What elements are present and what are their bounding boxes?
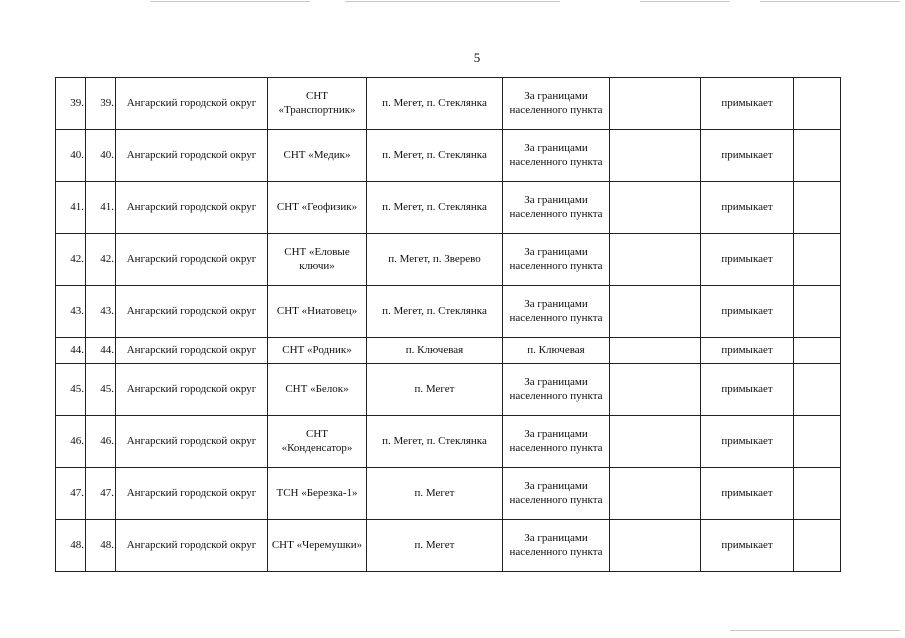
district-cell: Ангарский городской округ <box>116 520 268 572</box>
row-index-cell: 47. <box>56 468 86 520</box>
location-cell: За границами населенного пункта <box>503 468 610 520</box>
settlements-cell: п. Мегет <box>367 468 503 520</box>
location-cell: За границами населенного пункта <box>503 78 610 130</box>
relation-cell: примыкает <box>701 338 794 364</box>
location-cell: За границами населенного пункта <box>503 130 610 182</box>
district-cell: Ангарский городской округ <box>116 286 268 338</box>
row-index-cell: 48. <box>56 520 86 572</box>
relation-cell: примыкает <box>701 364 794 416</box>
relation-cell: примыкает <box>701 468 794 520</box>
organization-name-cell: ТСН «Березка-1» <box>268 468 367 520</box>
note-cell <box>794 130 841 182</box>
empty-cell <box>610 338 701 364</box>
relation-cell: примыкает <box>701 520 794 572</box>
note-cell <box>794 286 841 338</box>
item-number-cell: 41. <box>86 182 116 234</box>
table-row <box>56 130 841 182</box>
note-cell <box>794 78 841 130</box>
table-row <box>56 520 841 572</box>
table-row <box>56 182 841 234</box>
item-number-cell: 43. <box>86 286 116 338</box>
note-cell <box>794 468 841 520</box>
scan-edge-line <box>150 1 310 2</box>
relation-cell: примыкает <box>701 130 794 182</box>
district-cell: Ангарский городской округ <box>116 234 268 286</box>
settlements-cell: п. Мегет, п. Стеклянка <box>367 130 503 182</box>
location-cell: За границами населенного пункта <box>503 520 610 572</box>
organization-name-cell: СНТ «Белок» <box>268 364 367 416</box>
settlements-cell: п. Мегет <box>367 364 503 416</box>
item-number-cell: 44. <box>86 338 116 364</box>
location-cell: За границами населенного пункта <box>503 286 610 338</box>
location-cell: п. Ключевая <box>503 338 610 364</box>
district-cell: Ангарский городской округ <box>116 130 268 182</box>
register-table <box>55 77 841 572</box>
note-cell <box>794 520 841 572</box>
settlements-cell: п. Мегет, п. Зверево <box>367 234 503 286</box>
organization-name-cell: СНТ «Родник» <box>268 338 367 364</box>
district-cell: Ангарский городской округ <box>116 416 268 468</box>
scan-edge-line <box>730 630 900 631</box>
organization-name-cell: СНТ «Транспортник» <box>268 78 367 130</box>
empty-cell <box>610 130 701 182</box>
register-table-body <box>56 78 841 572</box>
item-number-cell: 47. <box>86 468 116 520</box>
item-number-cell: 45. <box>86 364 116 416</box>
item-number-cell: 40. <box>86 130 116 182</box>
location-cell: За границами населенного пункта <box>503 234 610 286</box>
table-row <box>56 78 841 130</box>
empty-cell <box>610 364 701 416</box>
item-number-cell: 46. <box>86 416 116 468</box>
settlements-cell: п. Ключевая <box>367 338 503 364</box>
empty-cell <box>610 286 701 338</box>
table-row <box>56 338 841 364</box>
note-cell <box>794 182 841 234</box>
row-index-cell: 46. <box>56 416 86 468</box>
relation-cell: примыкает <box>701 286 794 338</box>
note-cell <box>794 364 841 416</box>
organization-name-cell: СНТ «Черемушки» <box>268 520 367 572</box>
relation-cell: примыкает <box>701 234 794 286</box>
table-row <box>56 364 841 416</box>
organization-name-cell: СНТ «Геофизик» <box>268 182 367 234</box>
scan-edge-line <box>640 1 730 2</box>
note-cell <box>794 416 841 468</box>
location-cell: За границами населенного пункта <box>503 364 610 416</box>
settlements-cell: п. Мегет, п. Стеклянка <box>367 182 503 234</box>
note-cell <box>794 234 841 286</box>
location-cell: За границами населенного пункта <box>503 182 610 234</box>
empty-cell <box>610 416 701 468</box>
item-number-cell: 42. <box>86 234 116 286</box>
empty-cell <box>610 520 701 572</box>
row-index-cell: 45. <box>56 364 86 416</box>
table-row <box>56 286 841 338</box>
empty-cell <box>610 468 701 520</box>
district-cell: Ангарский городской округ <box>116 338 268 364</box>
district-cell: Ангарский городской округ <box>116 364 268 416</box>
row-index-cell: 43. <box>56 286 86 338</box>
row-index-cell: 39. <box>56 78 86 130</box>
row-index-cell: 44. <box>56 338 86 364</box>
settlements-cell: п. Мегет, п. Стеклянка <box>367 286 503 338</box>
relation-cell: примыкает <box>701 416 794 468</box>
district-cell: Ангарский городской округ <box>116 182 268 234</box>
location-cell: За границами населенного пункта <box>503 416 610 468</box>
organization-name-cell: СНТ «Ниатовец» <box>268 286 367 338</box>
settlements-cell: п. Мегет, п. Стеклянка <box>367 78 503 130</box>
row-index-cell: 41. <box>56 182 86 234</box>
row-index-cell: 42. <box>56 234 86 286</box>
relation-cell: примыкает <box>701 78 794 130</box>
row-index-cell: 40. <box>56 130 86 182</box>
organization-name-cell: СНТ «Еловые ключи» <box>268 234 367 286</box>
settlements-cell: п. Мегет, п. Стеклянка <box>367 416 503 468</box>
page-number: 5 <box>473 50 481 65</box>
empty-cell <box>610 182 701 234</box>
empty-cell <box>610 234 701 286</box>
district-cell: Ангарский городской округ <box>116 468 268 520</box>
table-row <box>56 234 841 286</box>
table-row <box>56 416 841 468</box>
item-number-cell: 48. <box>86 520 116 572</box>
scan-edge-line <box>760 1 900 2</box>
note-cell <box>794 338 841 364</box>
organization-name-cell: СНТ «Конденсатор» <box>268 416 367 468</box>
scan-edge-line <box>345 1 560 2</box>
item-number-cell: 39. <box>86 78 116 130</box>
relation-cell: примыкает <box>701 182 794 234</box>
settlements-cell: п. Мегет <box>367 520 503 572</box>
district-cell: Ангарский городской округ <box>116 78 268 130</box>
empty-cell <box>610 78 701 130</box>
table-row <box>56 468 841 520</box>
organization-name-cell: СНТ «Медик» <box>268 130 367 182</box>
